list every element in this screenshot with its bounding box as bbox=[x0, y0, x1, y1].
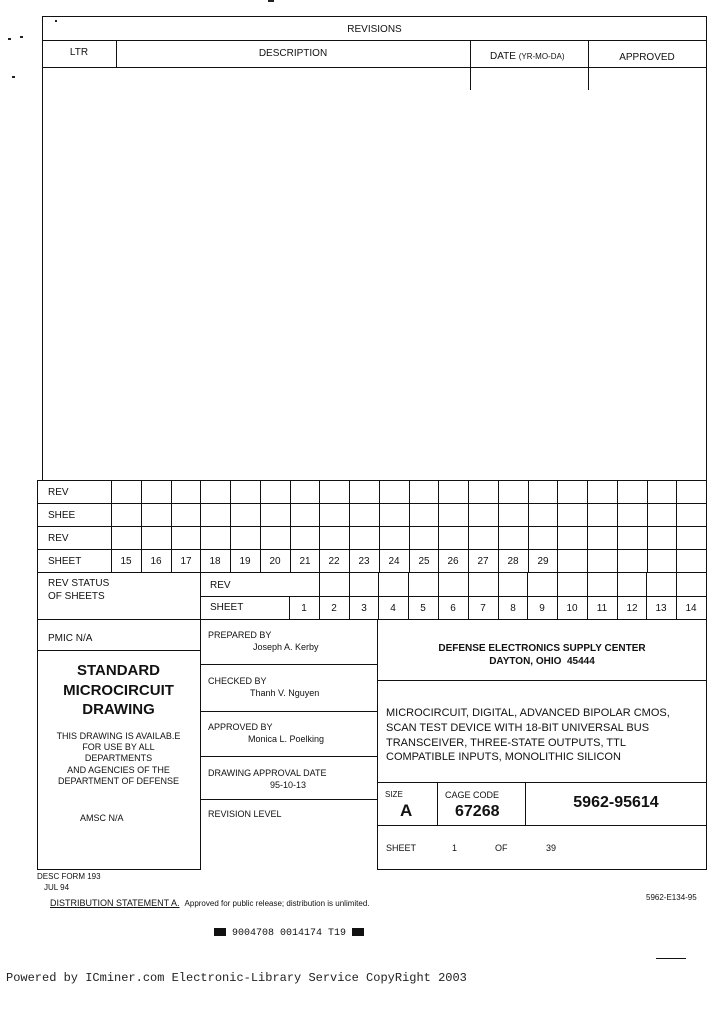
lower-sheet-number: 13 bbox=[655, 603, 667, 614]
lower-sheet-number: 3 bbox=[361, 603, 367, 614]
rev-row-label-2: REV bbox=[48, 533, 69, 544]
rev-status-label-line2: OF SHEETS bbox=[48, 591, 105, 602]
distribution-statement bbox=[50, 897, 370, 910]
sheet-label: SHEET bbox=[386, 843, 417, 853]
rev-status-label-line1: REV STATUS bbox=[48, 578, 110, 589]
scan-mark bbox=[656, 958, 686, 959]
form-number: DESC FORM 193 bbox=[37, 872, 101, 881]
revisions-title: REVISIONS bbox=[347, 24, 402, 35]
upper-sheet-number: 26 bbox=[447, 556, 459, 567]
scan-mark bbox=[268, 0, 274, 2]
device-description-line2: SCAN TEST DEVICE WITH 18-BIT UNIVERSAL BUS bbox=[386, 722, 650, 734]
of-label: OF bbox=[495, 843, 508, 853]
lower-sheet-number: 9 bbox=[539, 603, 545, 614]
upper-sheet-number: 19 bbox=[239, 556, 251, 567]
agency-city-name: DAYTON, OHIO bbox=[489, 656, 562, 667]
size-label: SIZE bbox=[385, 790, 403, 799]
scan-mark bbox=[20, 36, 23, 38]
agency-name: DEFENSE ELECTRONICS SUPPLY CENTER bbox=[438, 643, 646, 654]
drawing-number: 5962-95614 bbox=[573, 794, 659, 811]
agency-city bbox=[377, 656, 707, 668]
barcode-block-icon bbox=[352, 928, 364, 936]
date-header bbox=[490, 51, 565, 63]
upper-sheet-number: 29 bbox=[537, 556, 549, 567]
upper-sheet-number: 20 bbox=[269, 556, 281, 567]
scan-mark bbox=[12, 76, 15, 78]
barcode-block-icon bbox=[214, 928, 226, 936]
standard-title-line1: STANDARD bbox=[76, 662, 161, 679]
ltr-header: LTR bbox=[69, 47, 89, 58]
grid-line bbox=[676, 480, 677, 572]
lower-sheet-number: 10 bbox=[566, 603, 578, 614]
powered-by-line: Powered by ICminer.com Electronic-Library Service CopyRight 2003 bbox=[6, 971, 467, 985]
upper-sheet-number: 27 bbox=[477, 556, 489, 567]
availability-line2: FOR USE BY ALL bbox=[82, 742, 155, 752]
pmic: PMIC N/A bbox=[48, 633, 93, 644]
lower-sheet-number: 7 bbox=[480, 603, 486, 614]
device-description-line4: COMPATIBLE INPUTS, MONOLITHIC SILICON bbox=[386, 751, 621, 763]
cage-code: 67268 bbox=[455, 803, 500, 820]
approval-date-label: DRAWING APPROVAL DATE bbox=[208, 768, 327, 778]
upper-sheet-number: 23 bbox=[358, 556, 370, 567]
rev-row-label-3: REV bbox=[210, 580, 231, 591]
grid-line bbox=[647, 480, 648, 572]
amsc: AMSC N/A bbox=[80, 813, 124, 823]
description-header: DESCRIPTION bbox=[258, 48, 328, 59]
availability-line5: DEPARTMENT OF DEFENSE bbox=[57, 776, 180, 786]
upper-sheet-number: 21 bbox=[299, 556, 311, 567]
sheet-total: 39 bbox=[546, 843, 557, 853]
distribution-label: DISTRIBUTION STATEMENT A. bbox=[50, 898, 180, 908]
checked-by-name: Thanh V. Nguyen bbox=[250, 688, 320, 698]
upper-sheet-number: 25 bbox=[418, 556, 430, 567]
availability-line3: DEPARTMENTS bbox=[84, 753, 153, 763]
grid-line bbox=[587, 480, 588, 572]
date-header-format: (YR-MO-DA) bbox=[518, 52, 565, 61]
sheet-row-label-2: SHEET bbox=[48, 556, 82, 567]
checked-by-label: CHECKED BY bbox=[208, 676, 267, 686]
reference-number: 5962-E134-95 bbox=[646, 893, 697, 902]
lower-sheet-number: 5 bbox=[420, 603, 426, 614]
lower-sheet-number: 1 bbox=[301, 603, 307, 614]
upper-sheet-number: 18 bbox=[209, 556, 221, 567]
size-value: A bbox=[400, 801, 413, 820]
barcode-value: 9004708 0014174 T19 bbox=[232, 928, 347, 939]
prepared-by-label: PREPARED BY bbox=[208, 630, 272, 640]
upper-sheet-number: 17 bbox=[180, 556, 192, 567]
availability-line4: AND AGENCIES OF THE bbox=[67, 765, 170, 775]
lower-sheet-number: 2 bbox=[331, 603, 337, 614]
approved-by-name: Monica L. Poelking bbox=[248, 734, 325, 744]
device-description-line1: MICROCIRCUIT, DIGITAL, ADVANCED BIPOLAR CMOS, bbox=[386, 707, 670, 719]
upper-sheet-number: 16 bbox=[150, 556, 162, 567]
sheet-number: 1 bbox=[452, 843, 458, 853]
standard-title-line3: DRAWING bbox=[82, 701, 155, 718]
standard-title-line2: MICROCIRCUIT bbox=[63, 682, 174, 699]
lower-sheet-number: 12 bbox=[626, 603, 638, 614]
approved-by-label: APPROVED BY bbox=[208, 722, 273, 732]
lower-sheet-number: 11 bbox=[596, 603, 608, 614]
lower-sheet-number: 4 bbox=[390, 603, 396, 614]
device-description-line3: TRANSCEIVER, THREE-STATE OUTPUTS, TTL bbox=[386, 737, 626, 749]
approval-date: 95-10-13 bbox=[270, 780, 307, 790]
lower-sheet-number: 14 bbox=[685, 603, 697, 614]
date-header-label: DATE bbox=[490, 51, 516, 62]
lower-sheet-number: 8 bbox=[510, 603, 516, 614]
prepared-by-name: Joseph A. Kerby bbox=[253, 642, 319, 652]
revision-level-label: REVISION LEVEL bbox=[208, 809, 282, 819]
scan-mark bbox=[55, 20, 57, 22]
approved-header: APPROVED bbox=[619, 52, 675, 63]
upper-sheet-number: 28 bbox=[507, 556, 519, 567]
upper-sheet-number: 22 bbox=[328, 556, 340, 567]
availability-line1: THIS DRAWING IS AVAILAB.E bbox=[56, 731, 181, 741]
lower-sheet-number: 6 bbox=[450, 603, 456, 614]
sheet-row-label-1: SHEE bbox=[48, 510, 76, 521]
upper-sheet-number: 15 bbox=[120, 556, 132, 567]
distribution-text: Approved for public release; distribution is unlimited. bbox=[184, 899, 370, 908]
rev-row-label-1: REV bbox=[48, 487, 69, 498]
form-date: JUL 94 bbox=[44, 883, 70, 892]
upper-sheet-number: 24 bbox=[388, 556, 400, 567]
cage-code-label: CAGE CODE bbox=[445, 790, 500, 800]
barcode-text bbox=[214, 928, 364, 940]
grid-line bbox=[617, 480, 618, 572]
sheet-row-label-3: SHEET bbox=[210, 602, 244, 613]
scan-mark bbox=[8, 38, 11, 40]
agency-zip: 45444 bbox=[567, 656, 595, 667]
